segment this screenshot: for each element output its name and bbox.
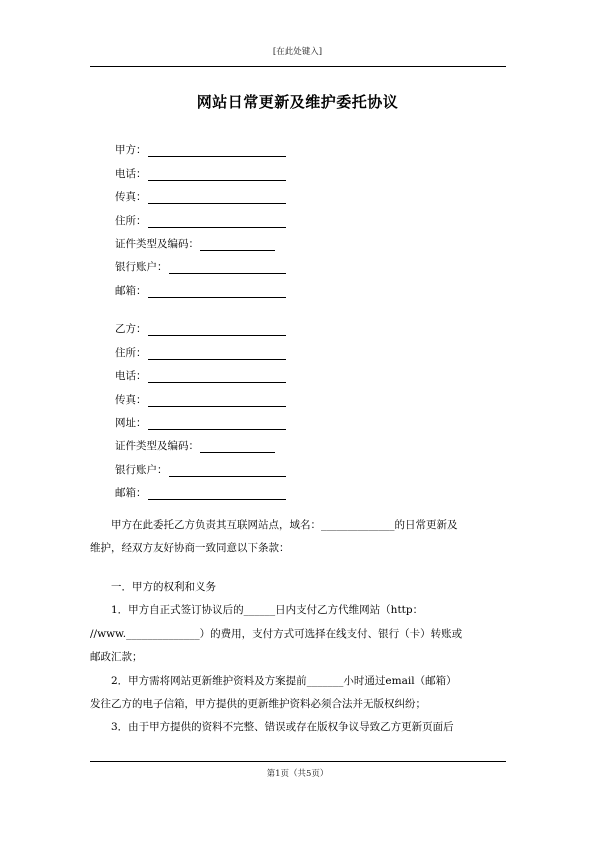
clause-line: //www.______________）的费用，支付方式可选择在线支付、银行（卡）转账或	[90, 627, 463, 640]
fill-in-blank[interactable]	[148, 168, 286, 181]
fill-in-blank[interactable]	[200, 238, 275, 251]
party-b-field	[115, 336, 415, 359]
field-label: 电话：	[115, 167, 147, 180]
field-label: 电话：	[115, 370, 147, 383]
party-a-field	[115, 228, 415, 251]
section-1	[90, 576, 506, 740]
fill-in-blank[interactable]	[148, 191, 286, 204]
section-title: 一．甲方的权利和义务	[111, 581, 216, 593]
party-b-field	[115, 313, 415, 336]
fill-in-blank[interactable]	[169, 261, 286, 274]
fill-in-blank[interactable]	[148, 144, 286, 157]
field-label: 传真：	[115, 393, 147, 406]
fill-in-blank[interactable]	[200, 440, 275, 453]
party-b-field	[115, 477, 415, 500]
page-number: 第1页（共5页）	[266, 769, 329, 779]
fill-in-blank[interactable]	[148, 370, 286, 383]
field-label: 银行账户：	[115, 261, 168, 274]
party-b-block	[115, 313, 415, 500]
field-label: 银行账户：	[115, 463, 168, 476]
clause-line: 发往乙方的电子信箱，甲方提供的更新维护资料必须合法并无版权纠纷；	[90, 698, 426, 711]
clause-line: 1．甲方自正式签订协议后的______日内支付乙方代维网站（http：	[111, 604, 424, 617]
document-title: 网站日常更新及维护委托协议	[196, 93, 399, 111]
party-a-field	[115, 181, 415, 204]
field-label: 邮箱：	[115, 284, 147, 297]
party-a-field	[115, 204, 415, 227]
footer-rule	[90, 761, 506, 762]
intro-line: 甲方在此委托乙方负责其互联网站点，域名：______________的日常更新及	[111, 519, 458, 531]
party-a-field	[115, 134, 415, 157]
party-b-field	[115, 407, 415, 430]
party-a-field	[115, 157, 415, 180]
fill-in-blank[interactable]	[148, 417, 286, 430]
party-b-field	[115, 430, 415, 453]
field-label: 住所：	[115, 346, 147, 359]
field-label: 证件类型及编码：	[115, 440, 199, 453]
fill-in-blank[interactable]	[148, 487, 286, 500]
clause-line: 邮政汇款；	[90, 651, 143, 664]
fill-in-blank[interactable]	[148, 394, 286, 407]
party-b-field	[115, 360, 415, 383]
party-a-field	[115, 251, 415, 274]
field-label: 证件类型及编码：	[115, 237, 199, 250]
intro-line: 维护，经双方友好协商一致同意以下条款：	[90, 542, 290, 555]
header-rule	[90, 66, 506, 67]
clause-line: 2．甲方需将网站更新维护资料及方案提前_______小时通过email（邮箱）	[111, 674, 457, 687]
field-label: 甲方：	[115, 144, 147, 157]
fill-in-blank[interactable]	[148, 285, 286, 298]
clause-line: 3．由于甲方提供的资料不完整、错误或存在版权争议导致乙方更新页面后	[111, 721, 454, 734]
intro-paragraph	[90, 514, 506, 561]
fill-in-blank[interactable]	[169, 464, 286, 477]
party-b-field	[115, 453, 415, 476]
header-placeholder[interactable]: [在此处键入]	[272, 47, 323, 57]
party-b-field	[115, 383, 415, 406]
field-label: 邮箱：	[115, 487, 147, 500]
field-label: 网址：	[115, 416, 147, 429]
field-label: 传真：	[115, 191, 147, 204]
field-label: 住所：	[115, 214, 147, 227]
party-a-field	[115, 274, 415, 297]
party-a-block	[115, 134, 415, 298]
fill-in-blank[interactable]	[148, 215, 286, 228]
field-label: 乙方：	[115, 323, 147, 336]
fill-in-blank[interactable]	[148, 323, 286, 336]
fill-in-blank[interactable]	[148, 347, 286, 360]
